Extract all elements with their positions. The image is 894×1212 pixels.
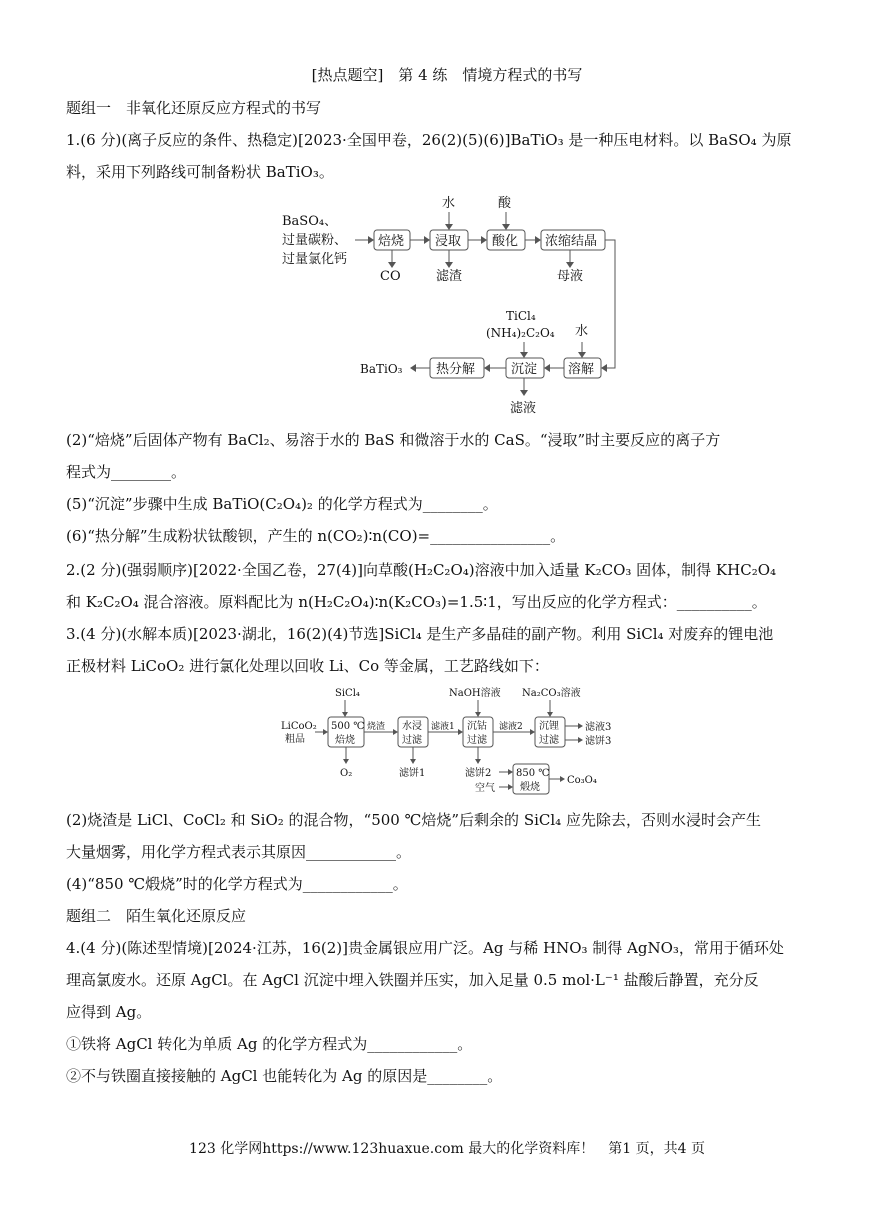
box-li-precip-l2: 过滤	[539, 735, 559, 746]
q1-line2: 料，采用下列路线可制备粉状 BaTiO₃。	[66, 163, 334, 181]
flow2-in-sicl4: SiCl₄	[335, 688, 360, 699]
box-concentrate-label: 浓缩结晶	[545, 234, 598, 249]
q4-line3: 应得到 Ag。	[66, 1003, 152, 1021]
q1-p2-line1: (2)“焙烧”后固体产物有 BaCl₂、易溶于水的 BaS 和微溶于水的 CaS。“浸取”时主要反应的离子方	[66, 431, 721, 449]
group1-title: 题组一 非氧化还原反应方程式的书写	[66, 99, 322, 117]
flow1-in-water: 水	[442, 196, 456, 211]
q1-p6: (6)“热分解”生成粉状钛酸钡，产生的 n(CO₂)∶n(CO)=________________。	[66, 527, 566, 545]
flow1-input1: BaSO₄、	[282, 214, 338, 229]
q1-p2-line2: 程式为________。	[66, 463, 187, 481]
flow2-in-na2co3: Na₂CO₃溶液	[522, 688, 581, 699]
group2-title: 题组二 陌生氧化还原反应	[66, 907, 247, 925]
flow1-out-filtrate: 滤液	[510, 401, 537, 416]
q2-line2: 和 K₂C₂O₄ 混合溶液。原料配比为 n(H₂C₂O₄)∶n(K₂CO₃)=1.5∶1，写出反应的化学方程式：__________。	[66, 593, 767, 611]
q4-sub1: ①铁将 AgCl 转化为单质 Ag 的化学方程式为____________。	[66, 1035, 473, 1053]
box-leach-label: 浸取	[435, 234, 462, 249]
flow1-input2: 过量碳粉、	[282, 233, 348, 248]
flow2-lbl-f1: 滤液1	[431, 722, 455, 732]
q3-p2-line1: (2)烧渣是 LiCl、CoCl₂ 和 SiO₂ 的混合物，“500 ℃焙烧”后剩余的 SiCl₄ 应先除去，否则水浸时会产生	[66, 811, 761, 829]
box-calcine-850-l2: 煅烧	[520, 782, 540, 793]
q3-p2-line2: 大量烟雾，用化学方程式表示其原因____________。	[66, 843, 412, 861]
box-co-precip-l2: 过滤	[467, 735, 487, 746]
box-co-precip-l1: 沉钴	[467, 721, 487, 732]
box-roast-500-l1: 500 ℃	[331, 721, 365, 732]
page-footer: 123 化学网https://www.123huaxue.com 最大的化学资料库！ 第1 页，共4 页	[189, 1141, 705, 1157]
box-water-leach-l2: 过滤	[402, 735, 422, 746]
flow2-out-f3: 滤液3	[585, 722, 612, 733]
flow2-out-c1: 滤饼1	[399, 768, 426, 779]
q4-line2: 理高氯废水。还原 AgCl。在 AgCl 沉淀中埋入铁圈并压实，加入足量 0.5 mol·L⁻¹ 盐酸后静置，充分反	[66, 971, 759, 989]
q3-line2: 正极材料 LiCoO₂ 进行氯化处理以回收 Li、Co 等金属，工艺路线如下：	[66, 657, 549, 675]
flow2-out-co3o4: Co₃O₄	[567, 775, 597, 786]
box-precipitate-label: 沉淀	[511, 362, 538, 377]
flowchart-batio3	[270, 190, 630, 420]
q2-line1: 2.(2 分)(强弱顺序)[2022·全国乙卷，27(4)]向草酸(H₂C₂O₄)溶液中加入适量 K₂CO₃ 固体，制得 KHC₂O₄	[66, 561, 777, 579]
flow2-lbl-f2: 滤液2	[499, 722, 523, 732]
q4-sub2: ②不与铁圈直接接触的 AgCl 也能转化为 Ag 的原因是________。	[66, 1067, 503, 1085]
flow2-out-o2: O₂	[340, 768, 353, 779]
box-calcine-850-l1: 850 ℃	[516, 768, 550, 779]
flow2-raw2: 粗品	[285, 734, 305, 745]
flow2-raw1: LiCoO₂	[281, 721, 317, 732]
flow1-input3: 过量氯化钙	[282, 252, 348, 267]
box-dissolve-label: 溶解	[568, 362, 595, 377]
flow1-out-mother: 母液	[557, 269, 584, 284]
box-decompose-label: 热分解	[436, 362, 476, 377]
q1-line1: 1.(6 分)(离子反应的条件、热稳定)[2023·全国甲卷，26(2)(5)(6)]BaTiO₃ 是一种压电材料。以 BaSO₄ 为原	[66, 131, 792, 149]
box-roast-label: 焙烧	[378, 234, 405, 249]
flow1-in-water2: 水	[575, 324, 589, 339]
flow1-in-acid: 酸	[498, 196, 512, 211]
flow1-in-oxalate: (NH₄)₂C₂O₄	[486, 326, 555, 340]
flow1-out-batio3: BaTiO₃	[360, 362, 403, 376]
flow1-in-ticl4: TiCl₄	[506, 309, 536, 323]
box-li-precip-l1: 沉锂	[539, 721, 559, 732]
flow2-out-c3: 滤饼3	[585, 736, 612, 747]
q1-p5: (5)“沉淀”步骤中生成 BaTiO(C₂O₄)₂ 的化学方程式为________。	[66, 495, 498, 513]
flow2-in-naoh: NaOH溶液	[449, 688, 501, 699]
box-water-leach-l1: 水浸	[402, 721, 422, 732]
q4-line1: 4.(4 分)(陈述型情境)[2024·江苏，16(2)]贵金属银应用广泛。Ag 与稀 HNO₃ 制得 AgNO₃，常用于循环处	[66, 939, 784, 957]
box-roast-500-l2: 焙烧	[335, 735, 355, 746]
flowchart-licoo2	[275, 682, 635, 802]
flow2-lbl-slag: 烧渣	[367, 722, 386, 732]
q3-line1: 3.(4 分)(水解本质)[2023·湖北，16(2)(4)节选]SiCl₄ 是生产多晶硅的副产物。利用 SiCl₄ 对废弃的锂电池	[66, 625, 774, 643]
flow1-out-co: CO	[380, 269, 401, 284]
flow1-out-residue: 滤渣	[436, 269, 463, 284]
flow2-lbl-air: 空气	[475, 783, 495, 794]
flow2-lbl-c2: 滤饼2	[465, 768, 492, 779]
box-acidify-label: 酸化	[492, 234, 519, 249]
q3-p4: (4)“850 ℃煅烧”时的化学方程式为____________。	[66, 875, 408, 893]
page-title: [热点题空] 第 4 练 情境方程式的书写	[311, 66, 583, 84]
